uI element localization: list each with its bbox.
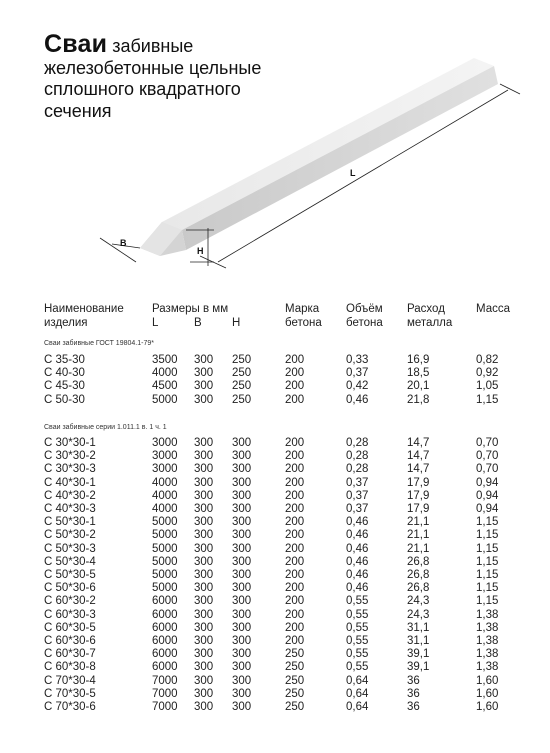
table-row [0,380,550,393]
table-cell: 1,38 [476,635,499,647]
table-cell: С 60*30-7 [44,648,96,661]
table-row [0,609,550,622]
table-cell: 5000 [152,542,178,555]
table-row [0,367,550,380]
table-cell: 200 [285,529,305,542]
table-cell: 26,8 [407,569,430,581]
table-cell: 14,7 [407,450,430,463]
dimension-b-label: B [120,238,127,248]
table-cell: 1,15 [476,529,499,542]
table-cell: 300 [232,516,252,529]
table-cell: 17,9 [407,476,430,489]
table-cell: 26,8 [407,582,430,595]
table-cell: С 60*30-8 [44,661,96,674]
table-cell: С 50*30-6 [44,582,96,595]
table-cell: 200 [285,476,305,489]
table-row [0,675,550,688]
table-cell: 0,55 [346,661,369,674]
table-cell: 250 [232,367,252,380]
table-cell: 4000 [152,367,178,380]
table-cell: 1,15 [476,569,499,581]
table-cell: 200 [285,380,305,393]
table-cell: 18,5 [407,367,430,380]
table-cell: 1,38 [476,608,499,621]
table-cell: 36 [407,687,420,700]
table-cell: 200 [285,569,305,581]
header-grade: Марка бетона [285,303,322,329]
dimension-l-label: L [350,168,356,178]
table-cell: 4500 [152,380,178,393]
table-cell: 300 [232,463,252,476]
table-row [0,477,550,490]
table-cell: 3000 [152,463,178,476]
table-cell: 300 [232,569,252,581]
table-cell: 6000 [152,595,178,608]
table-cell: 1,38 [476,621,499,634]
table-cell: 250 [285,687,305,700]
table-cell: 250 [232,393,252,406]
dimension-h-label: H [197,246,204,256]
header-volume: Объём бетона [346,303,383,329]
header-h: H [232,317,241,329]
table-cell: 200 [285,582,305,595]
table-row [0,529,550,542]
table-cell: 300 [232,437,252,449]
table-cell: 200 [285,354,305,366]
table-cell: 300 [194,674,214,687]
table-cell: 300 [232,661,252,674]
table-cell: 0,33 [346,354,369,366]
table-cell: 36 [407,674,420,687]
table-cell: 21,8 [407,393,430,406]
table-row [0,463,550,476]
table-cell: 300 [194,582,214,595]
table-cell: 0,55 [346,635,369,647]
table-cell: 0,37 [346,489,369,502]
table-cell: 0,64 [346,701,369,713]
table-cell: 200 [285,450,305,463]
table-cell: 6000 [152,648,178,661]
table-row [0,354,550,367]
table-cell: 0,64 [346,687,369,700]
table-row [0,701,550,714]
table-cell: 5000 [152,569,178,581]
table-cell: 300 [232,687,252,700]
table-cell: 3000 [152,450,178,463]
table-cell: 20,1 [407,380,430,393]
table-cell: 200 [285,516,305,529]
table-cell: 39,1 [407,648,430,661]
table-cell: 4000 [152,476,178,489]
table-cell: С 60*30-5 [44,621,96,634]
table-row [0,648,550,661]
table-cell: 5000 [152,529,178,542]
table-cell: 24,3 [407,608,430,621]
table-cell: 200 [285,463,305,476]
table-cell: 200 [285,503,305,515]
table-cell: 1,15 [476,555,499,568]
table-cell: С 45-30 [44,380,85,393]
pile-side-face [182,66,498,250]
table-row [0,543,550,556]
table-cell: С 60*30-6 [44,635,96,647]
table-cell: 7000 [152,687,178,700]
table-cell: 3000 [152,437,178,449]
table-cell: 200 [285,621,305,634]
table-cell: С 50-30 [44,393,85,406]
table-cell: 300 [194,393,214,406]
table-cell: 0,46 [346,542,369,555]
table-cell: С 40-30 [44,367,85,380]
table-cell: 36 [407,701,420,713]
table-cell: 0,37 [346,503,369,515]
table-cell: С 60*30-2 [44,595,96,608]
table-cell: 200 [285,367,305,380]
table-cell: 250 [285,661,305,674]
table-cell: 4000 [152,503,178,515]
table-cell: 0,55 [346,608,369,621]
table-cell: 0,46 [346,555,369,568]
table-cell: С 50*30-5 [44,569,96,581]
table-cell: 0,46 [346,529,369,542]
table-cell: 300 [232,635,252,647]
table-cell: 300 [232,608,252,621]
table-cell: 0,82 [476,354,499,366]
dimension-l [200,84,520,268]
table-cell: 300 [194,380,214,393]
table-cell: С 30*30-2 [44,450,96,463]
table-cell: 17,9 [407,503,430,515]
table-cell: 300 [194,542,214,555]
table-row [0,595,550,608]
table-row [0,394,550,407]
table-cell: 300 [232,674,252,687]
table-cell: 250 [232,380,252,393]
table-cell: 0,94 [476,489,499,502]
table-cell: 300 [194,648,214,661]
table-cell: С 70*30-4 [44,674,96,687]
pile-diagram [0,0,550,300]
table-cell: 1,15 [476,582,499,595]
table-cell: С 30*30-1 [44,437,96,449]
table-cell: 200 [285,489,305,502]
table-cell: 0,55 [346,621,369,634]
table-cell: 31,1 [407,621,430,634]
table-cell: 300 [194,687,214,700]
title-rest: забивные железобетонные цельные сплошного квадратного сечения [44,36,262,121]
table-cell: 0,70 [476,450,499,463]
table-cell: 31,1 [407,635,430,647]
table-cell: 0,46 [346,582,369,595]
table-cell: 300 [194,701,214,713]
table-cell: 0,46 [346,569,369,581]
table-cell: 250 [285,701,305,713]
table-cell: 300 [194,661,214,674]
pile-top-face [162,58,494,230]
table-cell: 1,15 [476,393,499,406]
table-cell: 21,1 [407,542,430,555]
table-cell: 300 [232,503,252,515]
table-row [0,661,550,674]
table-cell: С 50*30-2 [44,529,96,542]
table-cell: 24,3 [407,595,430,608]
table-cell: 300 [194,450,214,463]
table-cell: С 40*30-3 [44,503,96,515]
table-row [0,582,550,595]
table-cell: 200 [285,635,305,647]
table-cell: 1,38 [476,661,499,674]
table-cell: 0,92 [476,367,499,380]
table-cell: 16,9 [407,354,430,366]
table-cell: 300 [232,555,252,568]
table-cell: 7000 [152,701,178,713]
table-cell: 250 [285,674,305,687]
table-cell: 1,15 [476,595,499,608]
table-cell: 0,46 [346,393,369,406]
table-cell: 300 [232,595,252,608]
table-cell: С 50*30-3 [44,542,96,555]
table-cell: 300 [194,476,214,489]
table-row [0,490,550,503]
table-cell: 300 [194,437,214,449]
table-cell: 5000 [152,516,178,529]
title-bold: Сваи [44,30,108,58]
table-row [0,622,550,635]
table-cell: 300 [194,463,214,476]
table-cell: 300 [194,503,214,515]
table-cell: 0,28 [346,437,369,449]
table-row [0,635,550,648]
table-cell: 0,70 [476,437,499,449]
table-cell: 14,7 [407,463,430,476]
table-cell: 300 [194,367,214,380]
table-cell: 26,8 [407,555,430,568]
table-cell: 1,15 [476,542,499,555]
table-cell: 300 [194,608,214,621]
table-cell: С 50*30-1 [44,516,96,529]
table-cell: 250 [285,648,305,661]
table-cell: 1,38 [476,648,499,661]
header-b: B [194,317,202,329]
section-title: Сваи забивные серии 1.011.1 в. 1 ч. 1 [44,424,167,431]
table-row [0,688,550,701]
table-cell: 300 [194,595,214,608]
table-cell: 39,1 [407,661,430,674]
header-name: Наименование изделия [44,303,124,329]
table-cell: 200 [285,437,305,449]
table-cell: 300 [232,648,252,661]
table-cell: 0,37 [346,367,369,380]
table-cell: 0,94 [476,503,499,515]
table-row [0,516,550,529]
table-cell: 300 [194,529,214,542]
table-cell: 0,64 [346,674,369,687]
table-cell: 300 [194,489,214,502]
header-metal: Расход металла [407,303,453,329]
table-cell: 0,55 [346,595,369,608]
table-cell: 300 [194,621,214,634]
table-cell: 200 [285,595,305,608]
table-cell: С 40*30-2 [44,489,96,502]
table-cell: 250 [232,354,252,366]
table-cell: 21,1 [407,529,430,542]
table-cell: 1,60 [476,701,499,713]
table-cell: 1,15 [476,516,499,529]
table-cell: 300 [232,621,252,634]
table-row [0,503,550,516]
table-row [0,569,550,582]
table-cell: С 50*30-4 [44,555,96,568]
table-cell: 300 [232,701,252,713]
table-cell: 7000 [152,674,178,687]
table-cell: С 70*30-5 [44,687,96,700]
table-cell: 5000 [152,555,178,568]
table-cell: 3500 [152,354,178,366]
header-l: L [152,317,159,329]
table-cell: 6000 [152,635,178,647]
table-cell: 200 [285,608,305,621]
table-cell: С 35-30 [44,354,85,366]
table-cell: 0,28 [346,450,369,463]
header-dims: Размеры в мм [152,303,229,315]
table-cell: 1,60 [476,687,499,700]
table-cell: 300 [194,635,214,647]
table-cell: С 30*30-3 [44,463,96,476]
table-cell: 1,60 [476,674,499,687]
table-cell: 300 [232,529,252,542]
table-cell: 300 [232,450,252,463]
table-cell: 6000 [152,661,178,674]
table-cell: 300 [232,476,252,489]
table-cell: 300 [194,354,214,366]
table-cell: 200 [285,542,305,555]
table-cell: 0,70 [476,463,499,476]
table-cell: 0,55 [346,648,369,661]
table-cell: С 70*30-6 [44,701,96,713]
table-cell: 300 [232,542,252,555]
table-cell: 300 [194,555,214,568]
table-cell: 200 [285,555,305,568]
table-cell: 4000 [152,489,178,502]
table-cell: 300 [232,489,252,502]
table-cell: 5000 [152,582,178,595]
table-cell: С 40*30-1 [44,476,96,489]
table-row [0,437,550,450]
table-cell: 6000 [152,621,178,634]
table-cell: 6000 [152,608,178,621]
table-cell: 5000 [152,393,178,406]
table-row [0,556,550,569]
table-cell: 300 [194,516,214,529]
table-cell: 0,42 [346,380,369,393]
header-mass: Масса [476,303,511,315]
section-title: Сваи забивные ГОСТ 19804.1-79* [44,340,154,347]
table-cell: 21,1 [407,516,430,529]
table-cell: 300 [194,569,214,581]
table-row [0,450,550,463]
table-cell: 14,7 [407,437,430,449]
table-cell: 300 [232,582,252,595]
table-cell: 0,28 [346,463,369,476]
table-cell: 0,94 [476,476,499,489]
table-cell: 0,46 [346,516,369,529]
table-cell: С 60*30-3 [44,608,96,621]
table-cell: 1,05 [476,380,499,393]
table-cell: 0,37 [346,476,369,489]
table-cell: 17,9 [407,489,430,502]
table-cell: 200 [285,393,305,406]
